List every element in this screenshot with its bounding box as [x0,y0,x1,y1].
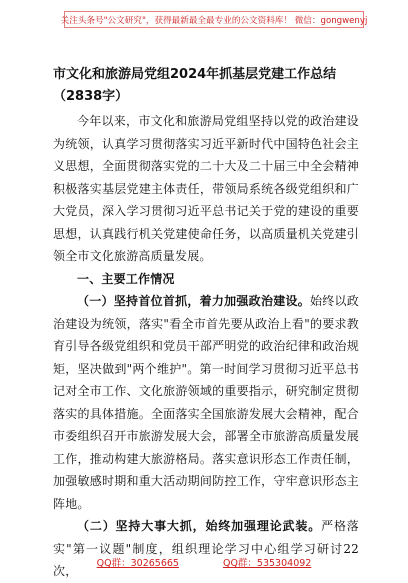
paragraph-text: 严格落实"第一议题"制度，组织理论学习中心组学习研讨22次， [53,519,359,578]
qq-group-link[interactable]: QQ群：30265665 [96,558,179,569]
document-body [53,110,359,583]
document-title: 市文化和旅游局党组2024年抓基层党建工作总结（2838字） [53,67,337,104]
paragraph-political-building [53,290,359,515]
qq-group-link[interactable]: QQ群：535304092 [222,558,312,569]
section-heading: 一、主要工作情况 [77,271,175,286]
paragraph-lead: （一）坚持首位首抓，着力加强政治建设。 [77,294,310,308]
intro-paragraph: 今年以来，市文化和旅游局党组坚持以党的政治建设为统领，认真学习贯彻落实习近平新时代中国特色社会主义思想，全面贯彻落实党的二十大及二十届三中全会精神积极落实基层党建主体责任，带领局系统各级党组织和广大党员，深入学习贯彻习近平总书记关于党的建设的重要思想，认真践行机关党建使命任务，以高质量机关党建引领全市文化旅游高质量发展。 [53,114,359,263]
paragraph-text: 始终以政治建设为统领，落实"看全市首先要从政治上看"的要求教育引导各级党组织和党员干部严明党的政治纪律和政治规矩，坚决做到"两个维护"。第一时间学习贯彻习近平总书记对全市工作、文化旅游领域的重要指示，研究制定贯彻落实的具体措施。全面落实全国旅游发展大会精神，配合市委组织召开市旅游发展大会，部署全市旅游高质量发展工作，推动构建大旅游格局。落实意识形态工作责任制，加强敏感时期和重大活动期间防控工作，守牢意识形态主阵地。 [53,294,359,511]
promo-banner: 关注头条号"公文研究"，获得最新最全最专业的公文资料库！ 微信：gongwenyj [64,11,364,28]
footer-contacts [0,555,408,573]
paragraph-lead: （二）坚持大事大抓，始终加强理论武装。 [77,519,322,533]
